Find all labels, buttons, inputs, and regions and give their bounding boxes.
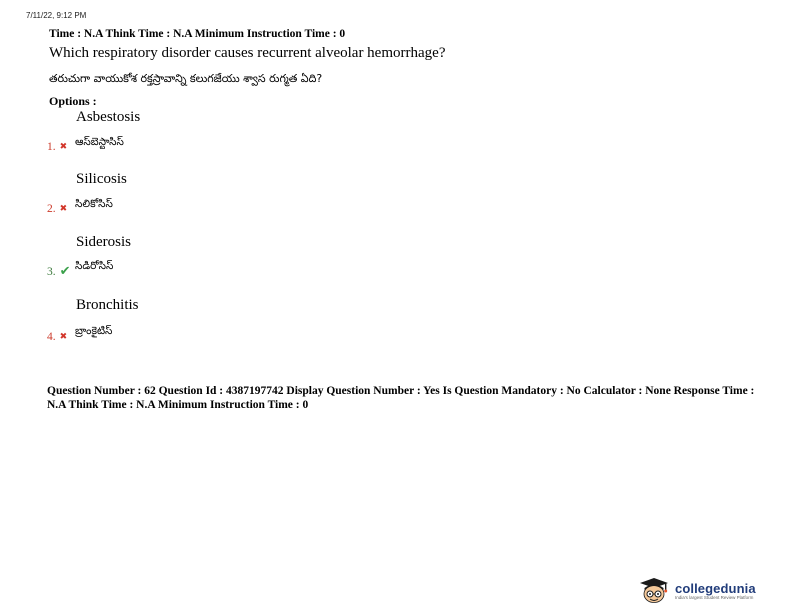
collegedunia-logo bbox=[636, 576, 756, 604]
option-1-english: Asbestosis bbox=[76, 109, 141, 125]
cross-icon: ✖ bbox=[59, 204, 68, 214]
print-timestamp: 7/11/22, 9:12 PM bbox=[26, 11, 87, 20]
cross-icon: ✖ bbox=[59, 332, 68, 342]
option-2-number: 2. bbox=[47, 203, 56, 215]
next-question-meta: Question Number : 62 Question Id : 4387197742 Display Question Number : Yes Is Question Mandatory : No Calculator : None Response Time : N.A Think Time : N.A Minimum Instruction Time : 0 bbox=[47, 385, 755, 411]
options-label: Options : bbox=[49, 94, 97, 108]
option-4-telugu: బ్రాంకైటిస్ bbox=[75, 325, 113, 337]
logo-wordmark: collegedunia bbox=[675, 580, 756, 596]
graduate-mascot-icon bbox=[636, 576, 672, 604]
cross-icon: ✖ bbox=[59, 142, 68, 152]
question-meta-header: Time : N.A Think Time : N.A Minimum Instruction Time : 0 bbox=[49, 28, 346, 40]
option-2-marker bbox=[47, 203, 67, 215]
option-1-telugu: ఆస్‌బెస్టాసిస్ bbox=[75, 136, 124, 148]
question-text-telugu: తరుచుగా వాయుకోశ రక్తస్రావాన్ని కలుగజేయు శ్వాస రుగ్మత ఏది? bbox=[49, 72, 323, 85]
option-3-number: 3. bbox=[47, 265, 56, 278]
option-4-marker bbox=[47, 331, 67, 343]
option-2-telugu: సిలికోసిస్ bbox=[75, 198, 113, 210]
question-text-english: Which respiratory disorder causes recurrent alveolar hemorrhage? bbox=[49, 45, 446, 61]
option-1-number: 1. bbox=[47, 141, 56, 153]
logo-tagline: India's largest Student Review Platform bbox=[675, 594, 754, 600]
option-3-english: Siderosis bbox=[76, 234, 132, 250]
check-icon: ✔ bbox=[59, 264, 71, 279]
option-1-marker bbox=[47, 141, 67, 153]
option-3-marker bbox=[47, 264, 71, 279]
option-4-english: Bronchitis bbox=[76, 297, 139, 313]
option-4-number: 4. bbox=[47, 331, 56, 343]
option-2-english: Silicosis bbox=[76, 171, 127, 187]
option-3-telugu: సిడిరోసిస్ bbox=[75, 260, 114, 272]
